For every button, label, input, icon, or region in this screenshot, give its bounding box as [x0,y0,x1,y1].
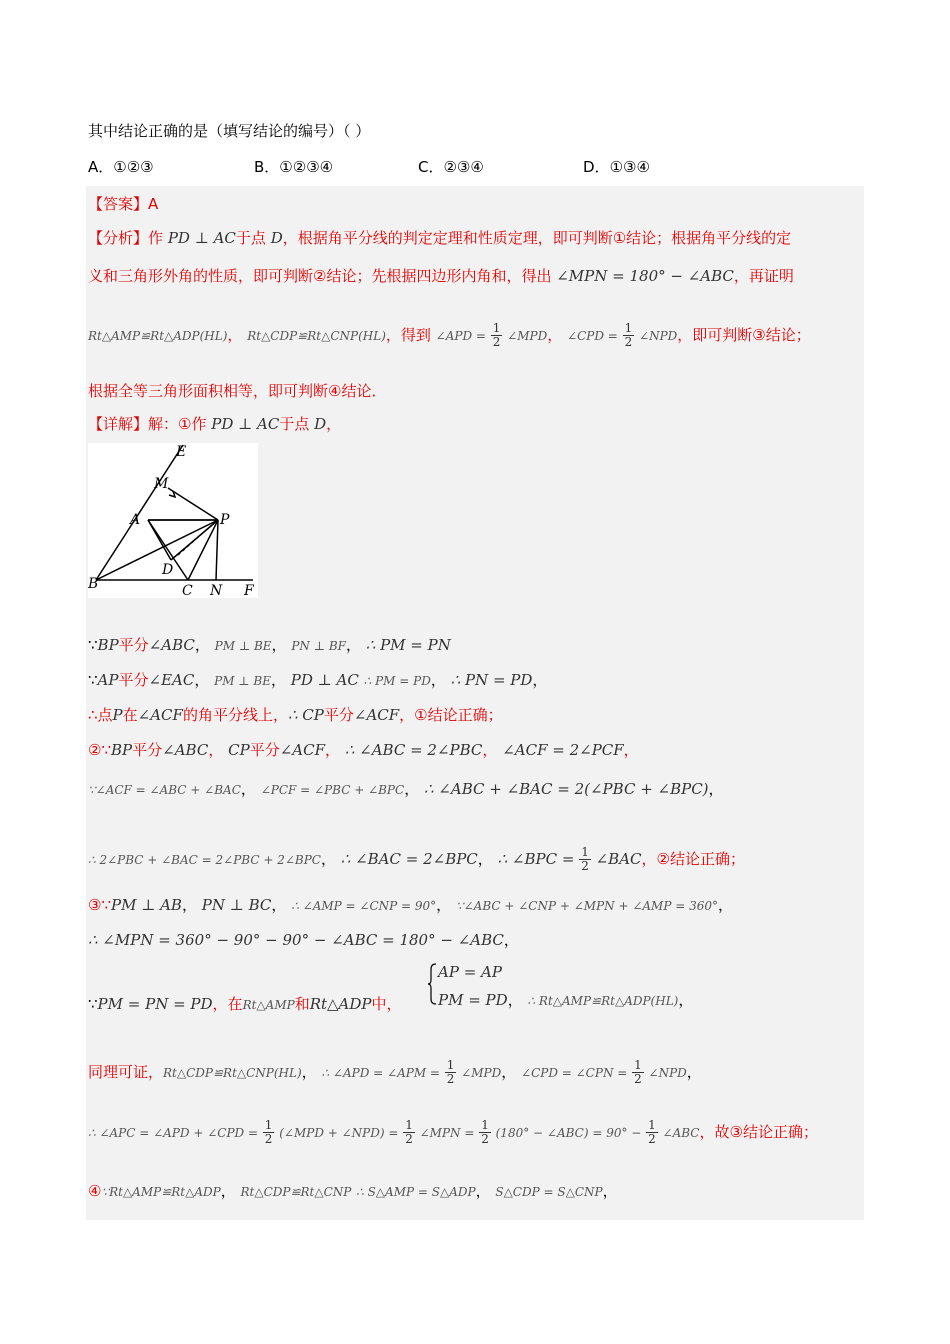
label-a: A [130,512,141,528]
detail-intro: 【详解】解：①作 PD ⊥ AC于点 D， [88,415,342,433]
analysis-line-3: Rt△AMP≌Rt△ADP(HL)， Rt△CDP≌Rt△CNP(HL)，得到 ∠APD = $\frac{1}{2}$ ∠MPD， ∠CPD = $\frac{1}{2}$ ∠NPD，即可判断③结论； [88,321,811,349]
option-c[interactable]: C．②③④ [418,158,484,176]
label-f: F [244,583,254,598]
detail-step-4: ②∵BP平分∠ABC， CP平分∠ACF， ∴ ∠ABC = 2∠PBC， ∠ACF = 2∠PCF， [88,741,639,759]
label-c: C [182,583,193,598]
label-p: P [220,512,230,528]
detail-step-1: ∵BP平分∠ABC， PM ⊥ BE， PN ⊥ BF， ∴ PM = PN [88,636,451,654]
detail-step-7: ③∵PM ⊥ AB， PN ⊥ BC， ∴ ∠AMP = ∠CNP = 90°， ∵∠ABC + ∠CNP + ∠MPN + ∠AMP = 360°， [88,896,734,914]
analysis-line-1: 【分析】作 PD ⊥ AC于点 D，根据角平分线的判定定理和性质定理，即可判断①结论；根据角平分线的定 [88,229,792,247]
detail-step-2: ∵AP平分∠EAC， PM ⊥ BE， PD ⊥ AC ∴ PM = PD， ∴ PN = PD， [88,671,548,689]
detail-step-5: ∵∠ACF = ∠ABC + ∠BAC， ∠PCF = ∠PBC + ∠BPC， ∴ ∠ABC + ∠BAC = 2(∠PBC + ∠BPC)， [88,780,724,798]
brace-icon [428,963,438,1005]
detail-step-12: ④∵Rt△AMP≌Rt△ADP， Rt△CDP≌Rt△CNP ∴ S△AMP = S△ADP， S△CDP = S△CNP， [88,1182,618,1200]
detail-step-6: ∴ 2∠PBC + ∠BAC = 2∠PBC + 2∠BPC， ∴ ∠BAC = 2∠BPC， ∴ ∠BPC = $\frac{1}{2}$ ∠BAC，②结论正确； [88,845,745,873]
option-d[interactable]: D．①③④ [583,158,650,176]
system-line-2: PM = PD， ∴ Rt△AMP≌Rt△ADP(HL)， [438,991,694,1009]
label-b: B [88,576,99,592]
detail-step-8: ∴ ∠MPN = 360° − 90° − 90° − ∠ABC = 180° − ∠ABC， [88,931,519,949]
option-a[interactable]: A．①②③ [88,158,154,176]
geometry-figure [88,443,258,598]
label-e: E [176,444,187,460]
detail-step-11: ∴ ∠APC = ∠APD + ∠CPD = $\frac{1}{2}$ (∠MPD + ∠NPD) = $\frac{1}{2}$ ∠MPN = $\frac{1}{2}$ (180° − ∠ABC) = 90° − $\frac{1}{2}$ ∠ABC，故③结论正确； [88,1118,818,1146]
system-brace [428,963,438,1009]
option-b[interactable]: B．①②③④ [254,158,334,176]
detail-step-3: ∴点P在∠ACF的角平分线上，∴ CP平分∠ACF，①结论正确； [88,706,503,724]
label-d: D [162,562,174,578]
label-n: N [210,583,223,598]
system-line-1: AP = AP [438,963,502,981]
figure-svg [88,443,258,598]
analysis-line-2: 义和三角形外角的性质，即可判断②结论；先根据四边形内角和，得出 ∠MPN = 180° − ∠ABC，再证明 [88,267,794,285]
label-m: M [154,476,169,492]
question-prompt: 其中结论正确的是（填写结论的编号）（ ） [88,122,371,140]
answer-line: 【答案】A [88,195,159,213]
detail-step-9: ∵PM = PN = PD，在Rt△AMP和Rt△ADP中， [88,995,402,1013]
detail-step-10: 同理可证，Rt△CDP≌Rt△CNP(HL)， ∴ ∠APD = ∠APM = $\frac{1}{2}$ ∠MPD， ∠CPD = ∠CPN = $\frac{1}{2}$ ∠NPD， [88,1058,702,1086]
analysis-line-4: 根据全等三角形面积相等，即可判断④结论． [88,382,387,400]
